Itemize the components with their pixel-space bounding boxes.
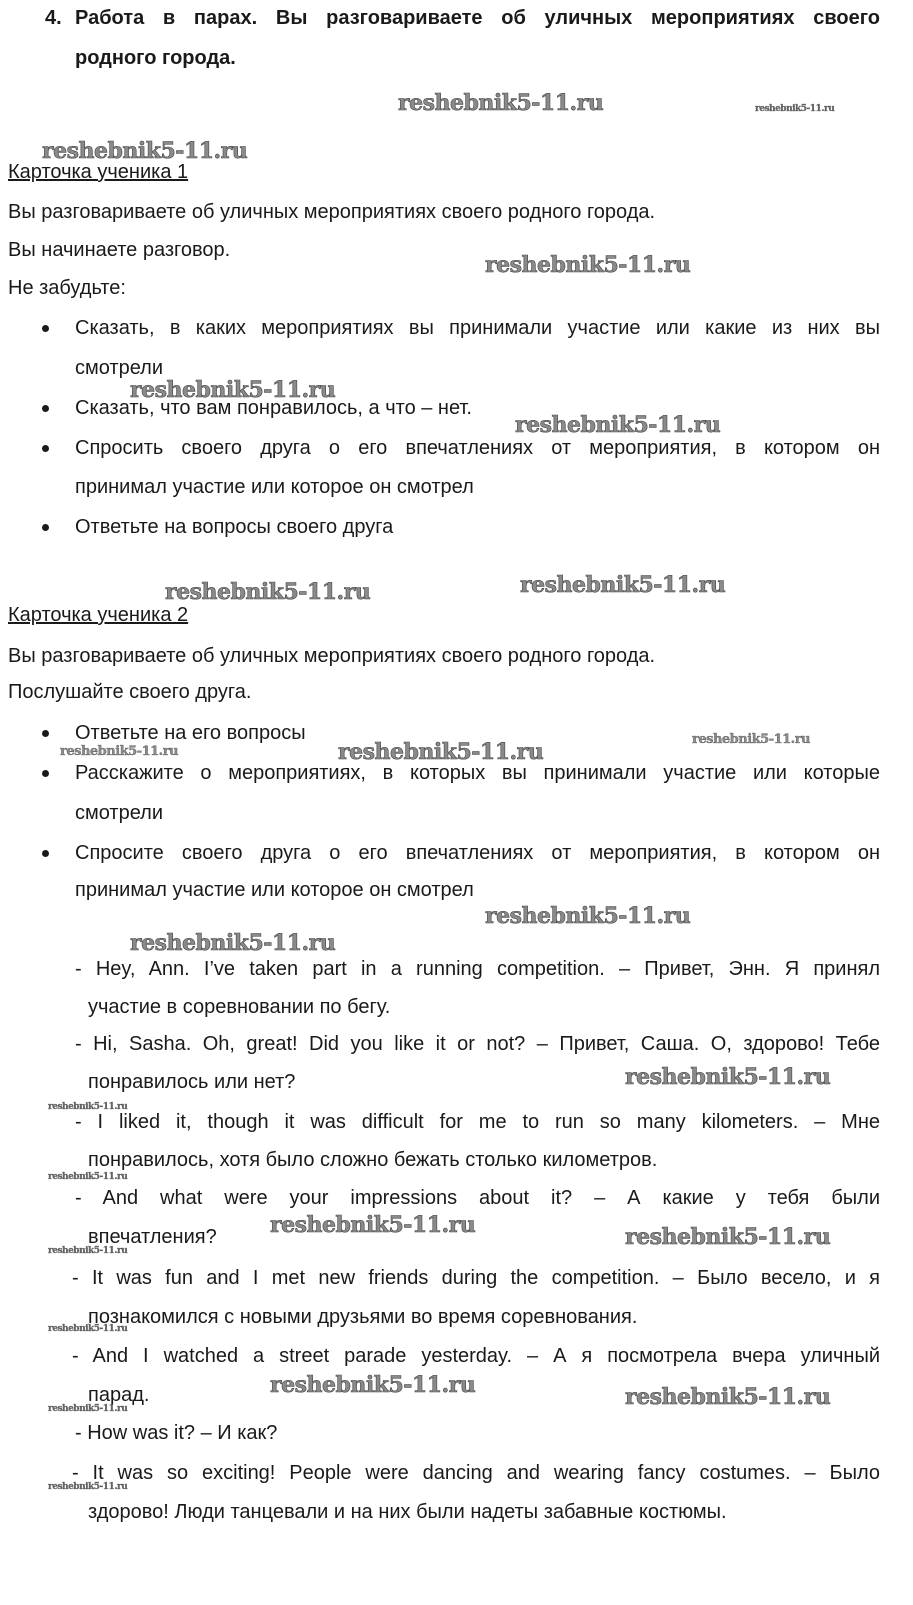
card2-intro: Вы разговариваете об уличных мероприятиях своего родного города. xyxy=(8,645,656,667)
bullet-icon xyxy=(42,405,49,412)
list-item: Ответьте на его вопросы xyxy=(75,722,306,744)
dialogue-line: - It was so exciting! People were dancing and wearing fancy costumes. – Было xyxy=(72,1462,880,1484)
list-item: Спросите своего друга о его впечатлениях от мероприятия, в котором он xyxy=(75,842,880,864)
list-item-cont: смотрели xyxy=(75,802,164,824)
watermark: reshebnik5-11.ru xyxy=(515,412,721,438)
dialogue-line: - And I watched a street parade yesterday. – А я посмотрела вчера уличный xyxy=(72,1345,880,1367)
task-title: Работа в парах. Вы разговариваете об уличных мероприятиях своего xyxy=(75,7,880,29)
card2-title: Карточка ученика 2 xyxy=(8,604,189,626)
list-item: Расскажите о мероприятиях, в которых вы принимали участие или которые xyxy=(75,762,880,784)
watermark: reshebnik5-11.ru xyxy=(625,1224,831,1250)
card1-title: Карточка ученика 1 xyxy=(8,161,189,183)
card2-intro: Послушайте своего друга. xyxy=(8,681,252,703)
watermark: reshebnik5-11.ru xyxy=(270,1372,476,1398)
bullet-icon xyxy=(42,770,49,777)
dialogue-line-cont: парад. xyxy=(88,1384,150,1406)
watermark: reshebnik5-11.ru xyxy=(130,377,336,403)
dialogue-line-cont: впечатления? xyxy=(88,1226,217,1248)
watermark: reshebnik5-11.ru xyxy=(48,1172,128,1182)
card1-intro: Вы начинаете разговор. xyxy=(8,239,231,261)
bullet-icon xyxy=(42,524,49,531)
watermark: reshebnik5-11.ru xyxy=(485,903,691,929)
task-number: 4. xyxy=(45,7,62,29)
dialogue-line: - I liked it, though it was difficult for me to run so many kilometers. – Мне xyxy=(75,1111,880,1133)
list-item: Сказать, в каких мероприятиях вы принимали участие или какие из них вы xyxy=(75,317,880,339)
watermark: reshebnik5-11.ru xyxy=(338,739,544,765)
watermark: reshebnik5-11.ru xyxy=(48,1246,128,1256)
dialogue-line: - It was fun and I met new friends during the competition. – Было весело, и я xyxy=(72,1267,880,1289)
dialogue-line-cont: здорово! Люди танцевали и на них были надеты забавные костюмы. xyxy=(88,1501,727,1523)
list-item-cont: принимал участие или которое он смотрел xyxy=(75,879,474,901)
list-item-cont: смотрели xyxy=(75,357,164,379)
bullet-icon xyxy=(42,325,49,332)
bullet-icon xyxy=(42,730,49,737)
watermark: reshebnik5-11.ru xyxy=(755,104,835,114)
watermark: reshebnik5-11.ru xyxy=(42,138,248,164)
list-item-cont: принимал участие или которое он смотрел xyxy=(75,476,474,498)
dialogue-line-cont: понравилось или нет? xyxy=(88,1071,296,1093)
list-item: Спросить своего друга о его впечатлениях от мероприятия, в котором он xyxy=(75,437,880,459)
watermark: reshebnik5-11.ru xyxy=(625,1064,831,1090)
task-title-cont: родного города. xyxy=(75,47,236,69)
watermark: reshebnik5-11.ru xyxy=(48,1102,128,1112)
watermark: reshebnik5-11.ru xyxy=(130,930,336,956)
watermark: reshebnik5-11.ru xyxy=(270,1212,476,1238)
card1-intro: Не забудьте: xyxy=(8,277,126,299)
watermark: reshebnik5-11.ru xyxy=(520,572,726,598)
dialogue-line-cont: понравилось, хотя было сложно бежать столько километров. xyxy=(88,1149,658,1171)
list-item: Ответьте на вопросы своего друга xyxy=(75,516,394,538)
watermark: reshebnik5-11.ru xyxy=(165,579,371,605)
watermark: reshebnik5-11.ru xyxy=(485,252,691,278)
dialogue-line: - Hey, Ann. I’ve taken part in a running competition. – Привет, Энн. Я принял xyxy=(75,958,880,980)
watermark: reshebnik5-11.ru xyxy=(625,1384,831,1410)
bullet-icon xyxy=(42,445,49,452)
dialogue-line: - How was it? – И как? xyxy=(75,1422,278,1444)
watermark: reshebnik5-11.ru xyxy=(48,1404,128,1414)
dialogue-line-cont: участие в соревновании по бегу. xyxy=(88,996,391,1018)
dialogue-line-cont: познакомился с новыми друзьями во время соревнования. xyxy=(88,1306,638,1328)
dialogue-line: - And what were your impressions about it? – А какие у тебя были xyxy=(75,1187,880,1209)
bullet-icon xyxy=(42,850,49,857)
watermark: reshebnik5-11.ru xyxy=(60,744,179,759)
list-item: Сказать, что вам понравилось, а что – нет. xyxy=(75,397,472,419)
card1-intro: Вы разговариваете об уличных мероприятиях своего родного города. xyxy=(8,201,656,223)
dialogue-line: - Hi, Sasha. Oh, great! Did you like it or not? – Привет, Саша. О, здорово! Тебе xyxy=(75,1033,880,1055)
watermark: reshebnik5-11.ru xyxy=(398,90,604,116)
watermark: reshebnik5-11.ru xyxy=(692,732,811,747)
watermark: reshebnik5-11.ru xyxy=(48,1482,128,1492)
watermark: reshebnik5-11.ru xyxy=(48,1324,128,1334)
